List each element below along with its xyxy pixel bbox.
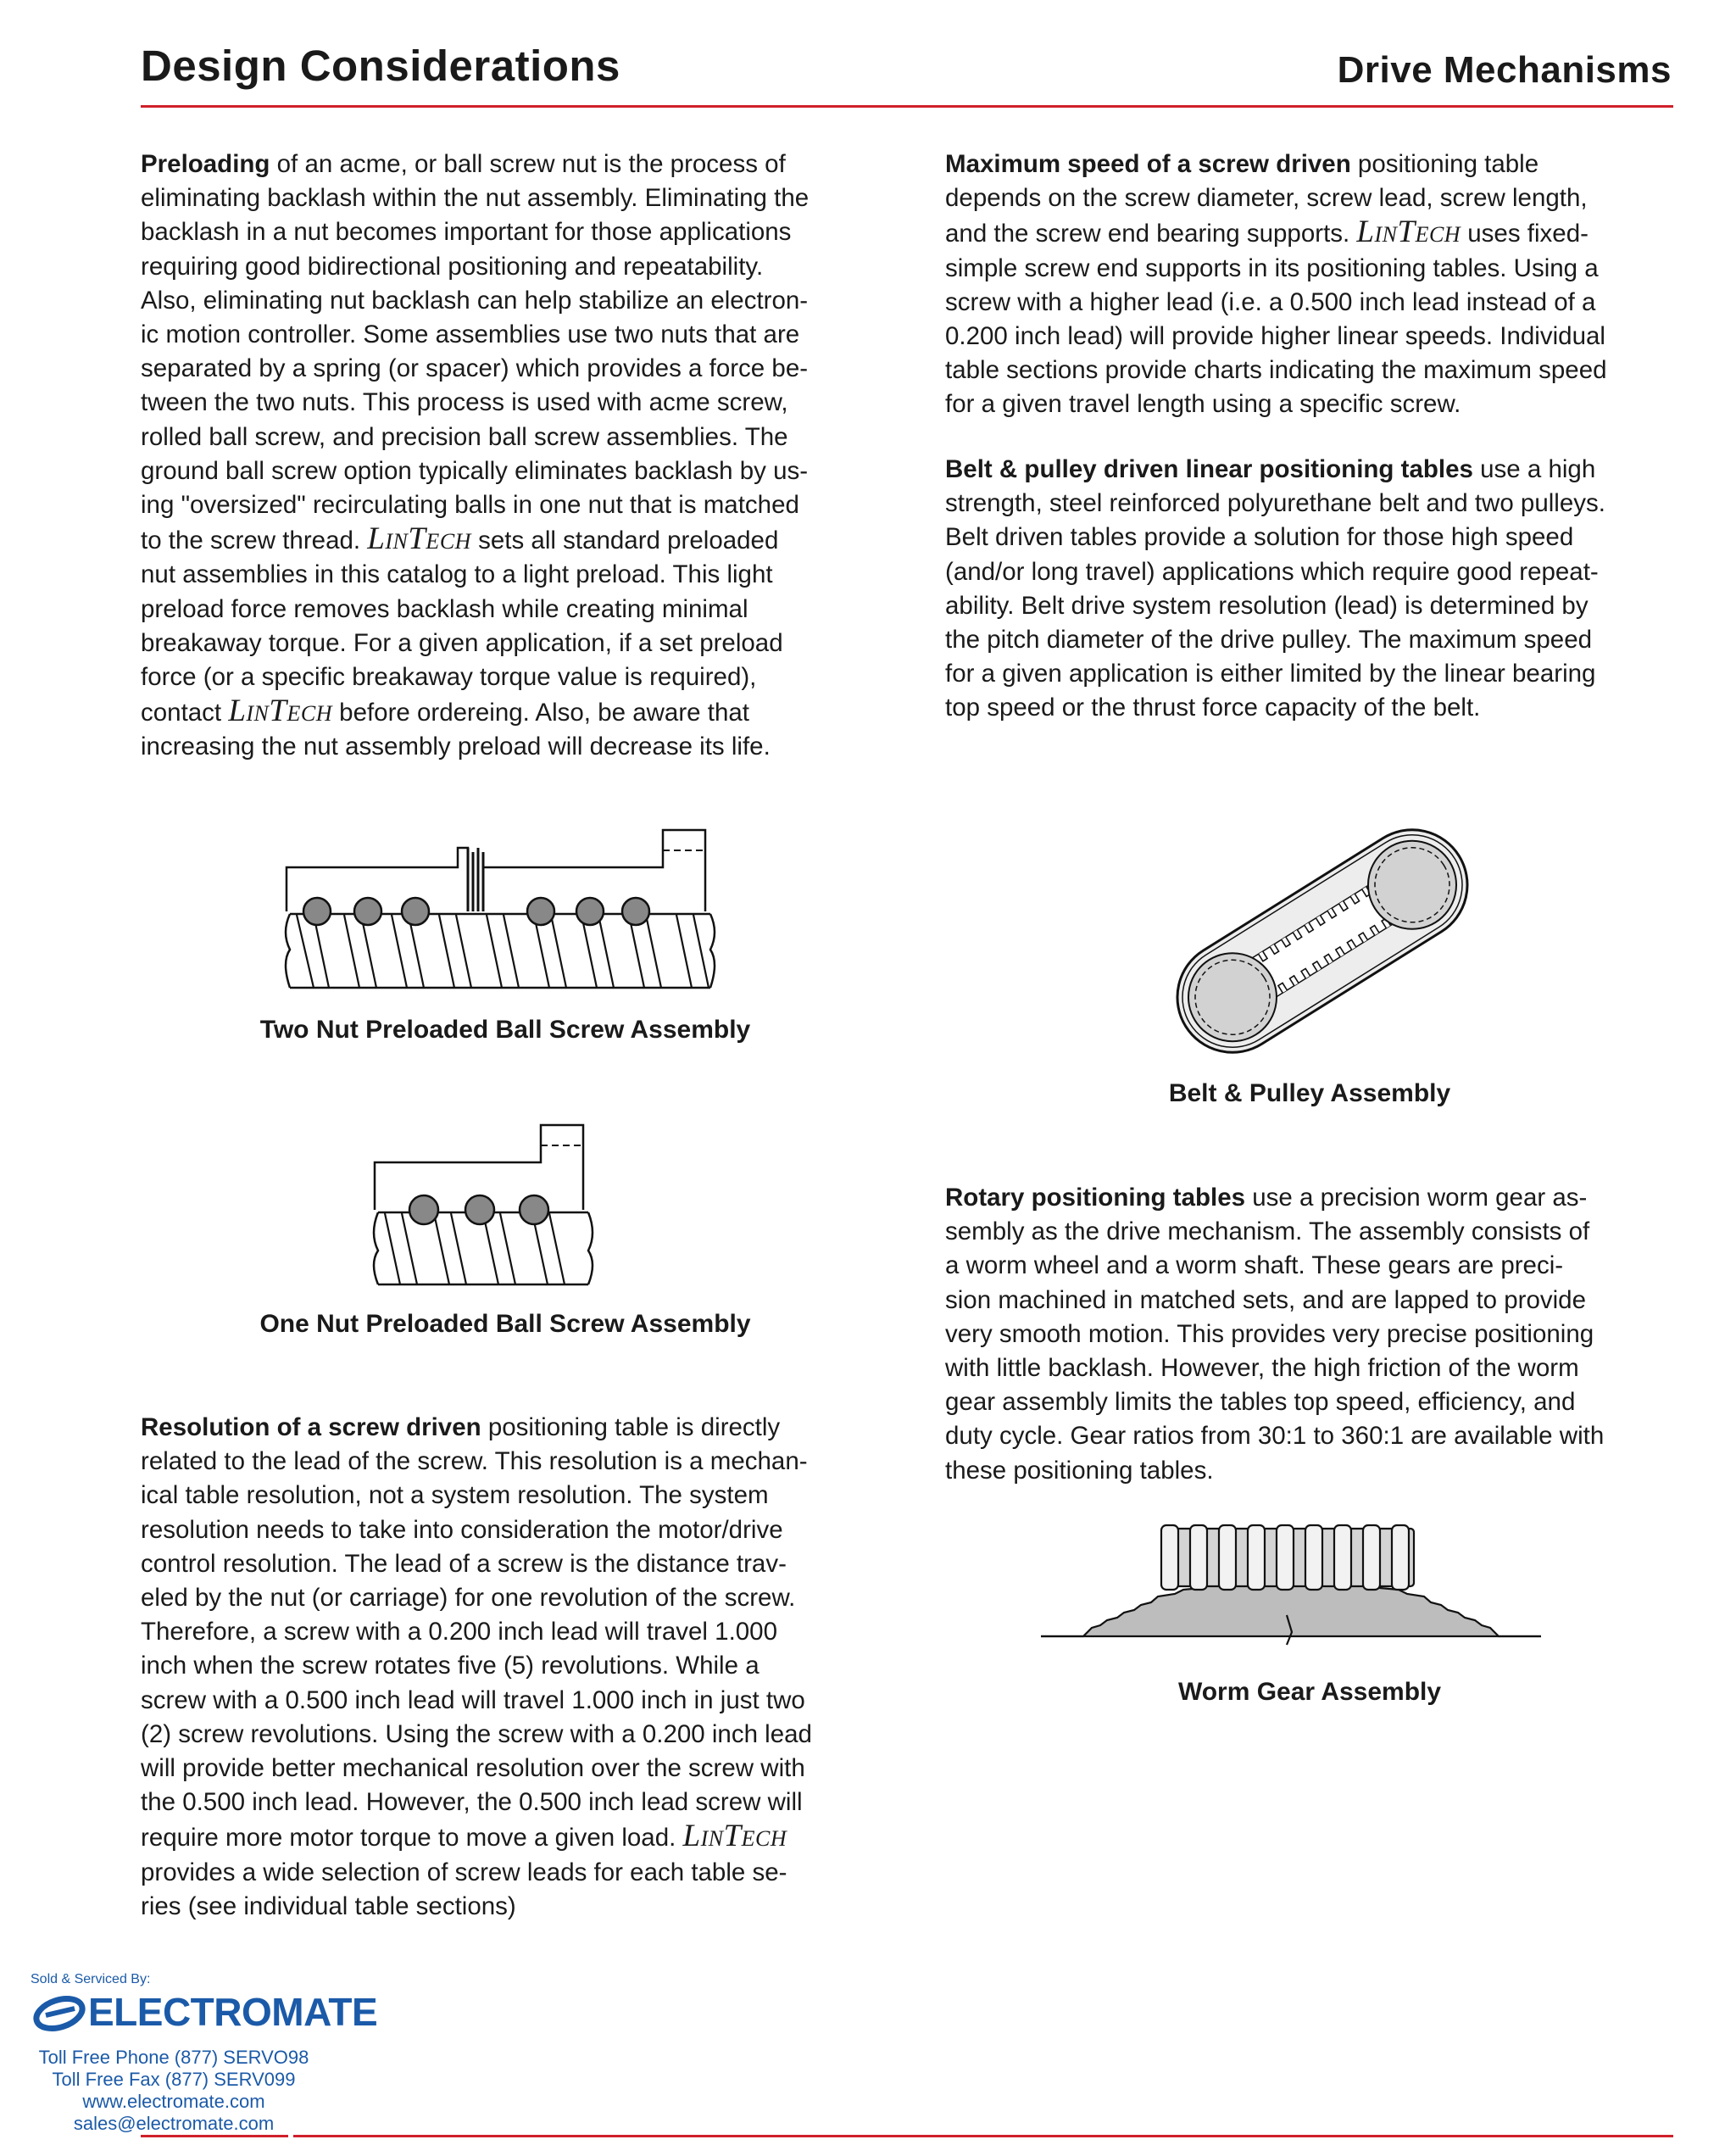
email-link[interactable]: sales@electromate.com: [73, 2113, 275, 2134]
footer-rule: [141, 2135, 288, 2137]
electromate-logo-icon: [31, 1992, 90, 2034]
preloading-paragraph: Preloading of an acme, or ball screw nut is the process of eliminating backlash within the nut assembly. Eliminating the backlash in a nut becomes important for those applications requiring good bidirectional positioning and repeatability. Also, eliminating nut backlash can help stabilize an electron- ic motion controller. Some assemblies use two nuts that are separated by a spring (or spacer) which provides a force be- tween the two nuts. This process is used with acme screw, rolled ball screw, and precision ball screw assemblies. The ground ball screw option typically eliminates backlash by us- ing "oversized" recirculating balls in one nut that is matched to the screw thread. LinTech sets all standard preloaded nut assemblies in this catalog to a light preload. This light preload force removes backlash while creating minimal breakaway torque. For a given application, if a set preload force (or a specific breakaway torque value is required), contact LinTech before ordereing. Also, be aware that increasing the nut assembly preload will decrease its life.: [141, 150, 810, 761]
fax-text: Toll Free Fax (877) SERV099: [52, 2069, 296, 2090]
brand-name: LinTech: [1356, 214, 1461, 250]
one-nut-caption: One Nut Preloaded Ball Screw Assembly: [259, 1310, 751, 1338]
worm-gear-figure: [1032, 1522, 1550, 1649]
distributor-contact: [34, 2047, 314, 2135]
website-link[interactable]: www.electromate.com: [82, 2091, 265, 2112]
section-title: Drive Mechanisms: [1337, 49, 1672, 91]
resolution-paragraph: Resolution of a screw driven positioning table is directly related to the lead of the screw. This resolution is a mechan- ical table resolution, not a system resolution. The system resolution needs to take into consideration the motor/drive control resolution. The lead of a screw is the distance trav- eled by the nut (or carriage) for one revolution of the screw. Therefore, a screw with a 0.200 inch lead will travel 1.000 inch when the screw rotates five (5) revolutions. While a screw with a 0.500 inch lead will travel 1.000 inch in just two (2) screw revolutions. Using the screw with a 0.200 inch lead will provide better mechanical resolution over the screw with the 0.500 inch lead. However, the 0.500 inch lead screw will require more motor torque to move a given load. LinTech provides a wide selection of screw leads for each table se- ries (see individual table sections): [141, 1413, 812, 1920]
brand-name: LinTech: [682, 1819, 787, 1854]
footer-rule: [293, 2135, 1673, 2137]
two-nut-caption: Two Nut Preloaded Ball Screw Assembly: [259, 1016, 751, 1044]
rotary-paragraph: Rotary positioning tables use a precision worm gear as- sembly as the drive mechanism. The assembly consists of a worm wheel and a worm shaft. These gears are preci- sion machined in matched sets, and are lapped to provide very smooth motion. This provides very precise positioning with little backlash. However, the high friction of the worm gear assembly limits the tables top speed, efficiency, and duty cycle. Gear ratios from 30:1 to 360:1 are available with these positioning tables.: [945, 1184, 1605, 1485]
max-speed-paragraph: Maximum speed of a screw driven positioning table depends on the screw diameter, screw lead, screw length, and the screw end bearing supports. LinTech uses fixed- simple screw end supports in its positioning tables. Using a screw with a higher lead (i.e. a 0.500 inch lead instead of a 0.200 inch lead) will provide higher linear speeds. Individual table sections provide charts indicating the maximum speed for a given travel length using a specific screw.: [945, 150, 1607, 419]
two-nut-ball-screw-figure: [280, 827, 721, 996]
belt-pulley-paragraph: Belt & pulley driven linear positioning tables use a high strength, steel reinforced polyurethane belt and two pulleys. Belt driven tables provide a solution for those high speed (and/or long travel) applications which require good repeat- ability. Belt drive system resolution (lead) is determined by the pitch diameter of the drive pulley. The maximum speed for a given application is either limited by the linear bearing top speed or the thrust force capacity of the belt.: [945, 455, 1605, 722]
belt-pulley-figure: [1153, 827, 1492, 1056]
phone-text: Toll Free Phone (877) SERVO98: [38, 2047, 309, 2068]
page-title: Design Considerations: [141, 42, 620, 90]
brand-name: LinTech: [367, 521, 471, 557]
sold-by-label: Sold & Serviced By:: [31, 1972, 151, 1986]
one-nut-ball-screw-figure: [364, 1123, 602, 1293]
header-rule: [141, 105, 1673, 108]
distributor-name: ELECTROMATE: [88, 1990, 378, 2034]
brand-name: LinTech: [228, 694, 332, 729]
belt-pulley-caption: Belt & Pulley Assembly: [1168, 1079, 1451, 1107]
worm-gear-caption: Worm Gear Assembly: [1177, 1678, 1442, 1706]
